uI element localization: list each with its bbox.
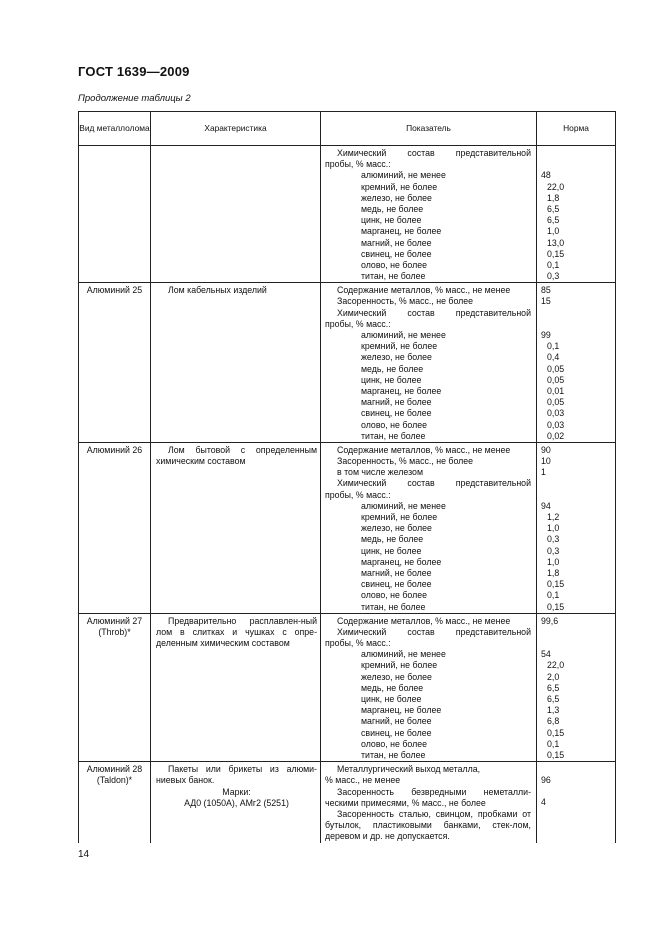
- indicator-text: в том числе железом: [337, 467, 423, 478]
- indicator-text: Засоренность, % масс., не более: [337, 296, 474, 307]
- indicator-text: магний, не более: [361, 716, 432, 727]
- indicator-text: Засоренность, % масс., не более: [337, 456, 474, 467]
- norm-value: 96: [541, 775, 551, 786]
- indicator-text: Засоренность сталью, свинцом, пробками от бутылок, пластиковыми банками, стек-лом, деревом и др. не допускается.: [325, 808, 531, 842]
- indicator-text: железо, не более: [361, 523, 432, 534]
- norm-value: [541, 308, 611, 319]
- table-row: [79, 762, 616, 843]
- norm-cell: [537, 613, 616, 761]
- norm-value: 0,03: [547, 408, 565, 419]
- scrap-kind-cell: Алюминий 25: [79, 283, 151, 443]
- indicator-text: Химический состав представительной: [337, 478, 531, 489]
- norm-value: 0,1: [547, 590, 560, 601]
- characteristic-text: Пакеты или брикеты из алюми-ниевых банок.: [156, 764, 317, 786]
- norm-value: 54: [541, 649, 551, 660]
- characteristic-cell: [151, 762, 321, 843]
- table-header-row: [79, 112, 616, 146]
- indicator-text: цинк, не более: [361, 694, 422, 704]
- norm-value: [541, 764, 611, 775]
- indicator-text: цинк, не более: [361, 215, 422, 226]
- norm-value: 2,0: [547, 671, 560, 682]
- column-header-indicator: Показатель: [321, 112, 537, 146]
- standard-title: ГОСТ 1639—2009: [78, 64, 190, 79]
- norm-value: 1,8: [547, 192, 560, 203]
- indicator-text: цинк, не более: [361, 374, 422, 385]
- norm-value: 0,3: [547, 545, 560, 556]
- page-number: 14: [78, 849, 90, 860]
- indicator-text: кремний, не более: [361, 181, 438, 192]
- indicator-text: марганец, не более: [361, 556, 442, 567]
- norm-value: 99,6: [541, 615, 559, 626]
- indicator-text: цинк, не более: [361, 545, 422, 556]
- indicator-text: магний, не более: [361, 567, 432, 578]
- norm-value: 48: [541, 170, 551, 181]
- norm-value: 0,1: [547, 259, 560, 270]
- grade-text: АД0 (1050А), АМг2 (5251): [184, 797, 289, 808]
- table-row: [79, 442, 616, 613]
- indicator-text: Содержание металлов, % масс., не менее: [337, 444, 511, 455]
- norm-value: 90: [541, 444, 551, 455]
- norm-value: 10: [541, 456, 551, 467]
- indicator-text: свинец, не более: [361, 579, 432, 590]
- norm-value: 1,0: [547, 556, 560, 567]
- norm-cell: [537, 762, 616, 843]
- norm-value: 13,0: [547, 237, 565, 248]
- norm-value: 0,15: [547, 749, 565, 760]
- indicator-text: % масс., не менее: [325, 775, 401, 786]
- norm-value: [541, 627, 611, 638]
- norm-value: [541, 490, 611, 501]
- norm-value: 85: [541, 285, 551, 296]
- characteristic-text: Лом бытовой с определенным химическим составом: [156, 444, 317, 467]
- requirements-table: [78, 111, 616, 843]
- table-row: [79, 613, 616, 761]
- table-continuation-label: Продолжение таблицы 2: [78, 93, 191, 104]
- indicator-text: марганец, не более: [361, 385, 442, 396]
- norm-value: 0,15: [547, 248, 565, 259]
- indicator-text: Содержание металлов, % масс., не менее: [337, 285, 511, 296]
- characteristic-text: Лом кабельных изделий: [168, 285, 267, 296]
- indicator-text: магний, не более: [361, 237, 432, 248]
- scrap-kind-cell: [79, 146, 151, 283]
- indicator-text: железо, не более: [361, 671, 432, 682]
- indicator-text: кремний, не более: [361, 512, 438, 522]
- indicator-cell: [321, 146, 537, 283]
- indicator-text: кремний, не более: [361, 660, 438, 671]
- indicator-text: магний, не более: [361, 397, 432, 408]
- norm-value: 6,5: [547, 215, 560, 226]
- indicator-text: марганец, не более: [361, 226, 442, 237]
- table-row: [79, 283, 616, 443]
- indicator-text: свинец, не более: [361, 248, 432, 259]
- indicator-cell: [321, 613, 537, 761]
- column-header-norm: Норма: [537, 112, 616, 146]
- indicator-text: пробы, % масс.:: [325, 489, 391, 500]
- characteristic-cell: [151, 283, 321, 443]
- norm-value: 0,05: [547, 363, 565, 374]
- norm-value: [541, 159, 611, 170]
- norm-value: 0,4: [547, 352, 560, 363]
- norm-value: 0,02: [547, 430, 565, 441]
- norm-value: 1,0: [547, 226, 560, 237]
- norm-value: 6,5: [547, 694, 560, 704]
- indicator-text: алюминий, не менее: [361, 170, 446, 181]
- norm-value: 0,15: [547, 727, 565, 738]
- norm-value: 0,01: [547, 385, 565, 396]
- indicator-text: Засоренность безвредными неметалли-ческими примесями, % масс., не более: [325, 786, 531, 808]
- indicator-cell: [321, 283, 537, 443]
- indicator-text: медь, не более: [361, 363, 424, 374]
- scrap-kind-cell: Алюминий 26: [79, 442, 151, 613]
- norm-value: 1,3: [547, 705, 560, 716]
- characteristic-cell: [151, 442, 321, 613]
- indicator-text: свинец, не более: [361, 727, 432, 738]
- norm-value: [541, 638, 611, 649]
- column-header-kind: Вид металлолома: [79, 112, 151, 146]
- norm-value: 22,0: [547, 181, 565, 192]
- norm-value: 6,8: [547, 716, 560, 727]
- norm-value: 1,8: [547, 567, 560, 578]
- norm-value: 4: [541, 797, 546, 808]
- norm-cell: [537, 283, 616, 443]
- grade-text: Марки:: [222, 786, 251, 797]
- indicator-text: кремний, не более: [361, 341, 438, 352]
- norm-value: [541, 478, 611, 489]
- norm-value: 1,0: [547, 523, 560, 534]
- indicator-text: алюминий, не менее: [361, 330, 446, 340]
- norm-value: 0,05: [547, 397, 565, 408]
- indicator-text: титан, не более: [361, 601, 426, 612]
- indicator-text: олово, не более: [361, 738, 428, 749]
- norm-value: 99: [541, 330, 551, 340]
- norm-value: 1,2: [547, 512, 560, 522]
- indicator-text: титан, не более: [361, 749, 426, 760]
- table-body: [79, 146, 616, 843]
- norm-value: 0,15: [547, 601, 565, 612]
- indicator-text: Химический состав представительной: [337, 148, 531, 158]
- indicator-text: олово, не более: [361, 590, 428, 601]
- norm-value: 0,3: [547, 271, 560, 282]
- norm-value: 6,5: [547, 682, 560, 693]
- indicator-text: железо, не более: [361, 352, 432, 363]
- indicator-text: железо, не более: [361, 192, 432, 203]
- norm-cell: [537, 146, 616, 283]
- norm-value: [541, 319, 611, 330]
- indicator-text: пробы, % масс.:: [325, 318, 391, 329]
- norm-value: 22,0: [547, 660, 565, 671]
- indicator-text: алюминий, не менее: [361, 500, 446, 511]
- norm-value: 6,5: [547, 203, 560, 214]
- norm-value: 0,15: [547, 579, 565, 590]
- indicator-text: Металлургический выход металла,: [337, 764, 481, 775]
- indicator-text: Химический состав представительной: [337, 626, 531, 637]
- indicator-text: титан, не более: [361, 271, 426, 282]
- indicator-text: Химический состав представительной: [337, 307, 531, 318]
- characteristic-cell: [151, 613, 321, 761]
- norm-value: 0,1: [547, 738, 560, 749]
- norm-cell: [537, 442, 616, 613]
- scrap-kind-cell: Алюминий 27 (Throb)*: [79, 613, 151, 761]
- norm-value: 0,3: [547, 534, 560, 545]
- norm-value: [541, 809, 611, 843]
- indicator-text: Содержание металлов, % масс., не менее: [337, 615, 511, 626]
- norm-value: 15: [541, 296, 551, 307]
- norm-value: 0,05: [547, 374, 565, 385]
- indicator-text: медь, не более: [361, 534, 424, 545]
- indicator-text: медь, не более: [361, 203, 424, 214]
- table-row: [79, 146, 616, 283]
- norm-value: 0,1: [547, 341, 560, 352]
- indicator-text: медь, не более: [361, 682, 424, 693]
- characteristic-cell: [151, 146, 321, 283]
- column-header-characteristic: Характеристика: [151, 112, 321, 146]
- indicator-text: пробы, % масс.:: [325, 159, 391, 170]
- indicator-text: свинец, не более: [361, 408, 432, 419]
- indicator-text: алюминий, не менее: [361, 649, 446, 660]
- norm-value: [541, 148, 611, 159]
- scrap-kind-cell: Алюминий 28 (Taldon)*: [79, 762, 151, 843]
- indicator-text: олово, не более: [361, 259, 428, 270]
- indicator-cell: [321, 442, 537, 613]
- indicator-text: марганец, не более: [361, 705, 442, 716]
- indicator-text: титан, не более: [361, 430, 426, 441]
- indicator-cell: [321, 762, 537, 843]
- norm-value: 94: [541, 500, 551, 511]
- norm-value: 1: [541, 467, 546, 478]
- characteristic-text: Предварительно расплавлен-ный лом в слитках и чушках с опре-деленным химическим составом: [156, 615, 317, 649]
- indicator-text: пробы, % масс.:: [325, 638, 391, 649]
- indicator-text: олово, не более: [361, 419, 428, 430]
- norm-value: 0,03: [547, 419, 565, 430]
